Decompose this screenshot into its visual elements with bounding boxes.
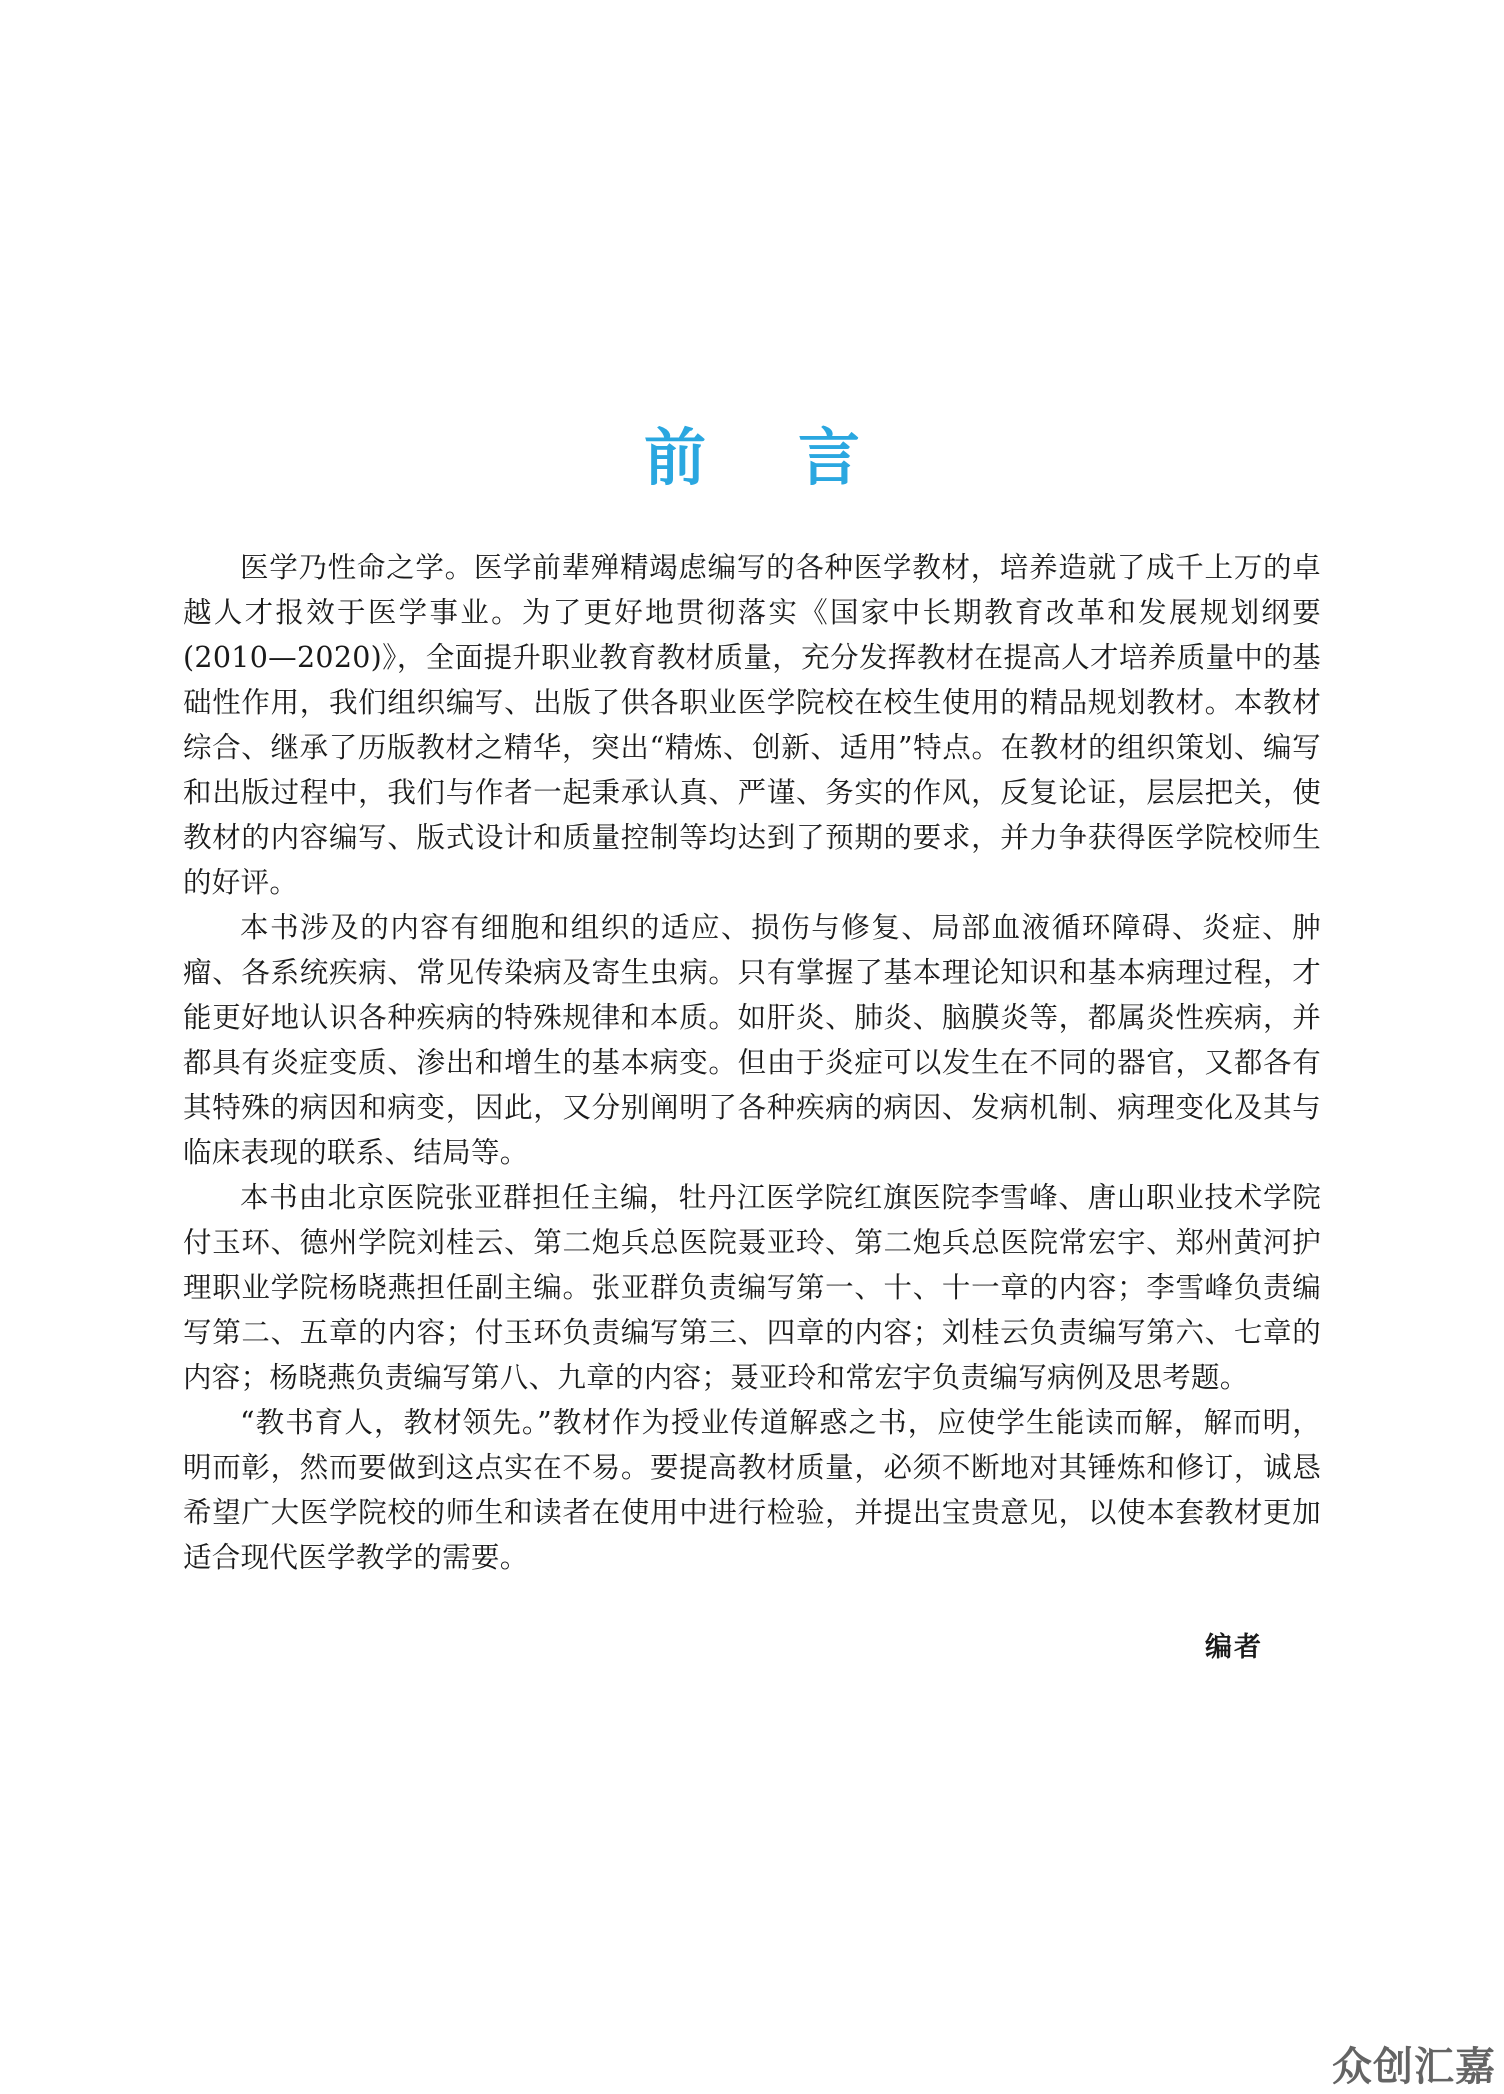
watermark-logo: 众创汇嘉 [1332,2044,1496,2090]
author-signature: 编者 [1205,1632,1263,1663]
page-title: 前言 [643,420,952,494]
paragraph: 医学乃性命之学。医学前辈殚精竭虑编写的各种医学教材，培养造就了成千上万的卓越人才报效于医学事业。为了更好地贯彻落实《国家中长期教育改革和发展规划纲要(2010—2020)》，全面提升职业教育教材质量，充分发挥教材在提高人才培养质量中的基础性作用，我们组织编写、出版了供各职业医学院校在校生使用的精品规划教材。本教材综合、继承了历版教材之精华，突出“精炼、创新、适用”特点。在教材的组织策划、编写和出版过程中，我们与作者一起秉承认真、严谨、务实的作风，反复论证，层层把关，使教材的内容编写、版式设计和质量控制等均达到了预期的要求，并力争获得医学院校师生的好评。 [183,551,1321,899]
preface-body [183,545,1321,1580]
paragraph: “教书育人，教材领先。”教材作为授业传道解惑之书，应使学生能读而解，解而明，明而彰，然而要做到这点实在不易。要提高教材质量，必须不断地对其锤炼和修订，诚恳希望广大医学院校的师生和读者在使用中进行检验，并提出宝贵意见，以使本套教材更加适合现代医学教学的需要。 [183,1406,1321,1574]
paragraph: 本书涉及的内容有细胞和组织的适应、损伤与修复、局部血液循环障碍、炎症、肿瘤、各系统疾病、常见传染病及寄生虫病。只有掌握了基本理论知识和基本病理过程，才能更好地认识各种疾病的特殊规律和本质。如肝炎、肺炎、脑膜炎等，都属炎性疾病，并都具有炎症变质、渗出和增生的基本病变。但由于炎症可以发生在不同的器官，又都各有其特殊的病因和病变，因此，又分别阐明了各种疾病的病因、发病机制、病理变化及其与临床表现的联系、结局等。 [183,911,1321,1169]
paragraph: 本书由北京医院张亚群担任主编，牡丹江医学院红旗医院李雪峰、唐山职业技术学院付玉环、德州学院刘桂云、第二炮兵总医院聂亚玲、第二炮兵总医院常宏宇、郑州黄河护理职业学院杨晓燕担任副主编。张亚群负责编写第一、十、十一章的内容；李雪峰负责编写第二、五章的内容；付玉环负责编写第三、四章的内容；刘桂云负责编写第六、七章的内容；杨晓燕负责编写第八、九章的内容；聂亚玲和常宏宇负责编写病例及思考题。 [183,1181,1321,1394]
